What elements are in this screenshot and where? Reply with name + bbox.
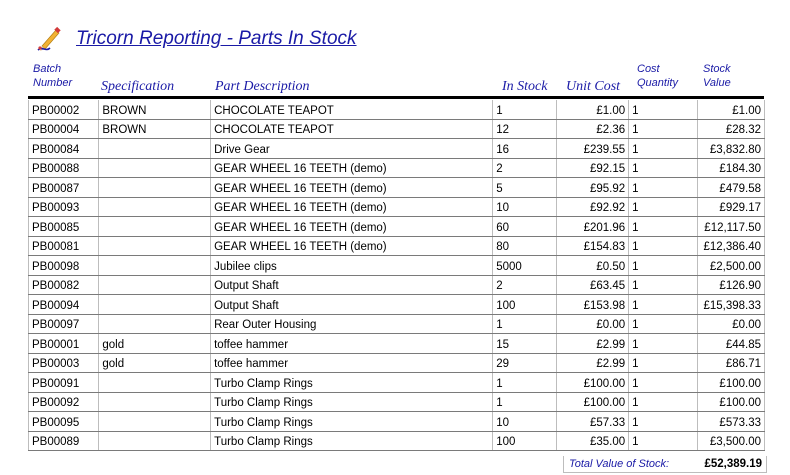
cell-in-stock: 100	[493, 295, 557, 315]
cell-stock-value: £15,398.33	[698, 295, 765, 315]
cell-cost-quantity: 1	[629, 197, 698, 217]
cell-batch-number: PB00001	[29, 334, 99, 354]
cell-stock-value: £929.17	[698, 197, 765, 217]
total-row	[563, 456, 767, 473]
cell-batch-number: PB00097	[29, 314, 99, 334]
cell-stock-value: £12,117.50	[698, 217, 765, 237]
cell-stock-value: £28.32	[698, 119, 765, 139]
cell-stock-value: £86.71	[698, 353, 765, 373]
table-row	[29, 412, 765, 432]
cell-stock-value: £100.00	[698, 373, 765, 393]
cell-unit-cost: £63.45	[557, 275, 629, 295]
cell-part-description: Output Shaft	[211, 275, 493, 295]
cell-in-stock: 100	[493, 431, 557, 451]
cell-batch-number: PB00094	[29, 295, 99, 315]
cell-part-description: Jubilee clips	[211, 256, 493, 276]
cell-in-stock: 5	[493, 178, 557, 198]
table-row	[29, 256, 765, 276]
cell-cost-quantity: 1	[629, 392, 698, 412]
cell-batch-number: PB00084	[29, 139, 99, 159]
cell-cost-quantity: 1	[629, 334, 698, 354]
cell-stock-value: £0.00	[698, 314, 765, 334]
cell-stock-value: £479.58	[698, 178, 765, 198]
cell-cost-quantity: 1	[629, 158, 698, 178]
report-header	[36, 24, 357, 54]
cell-stock-value: £100.00	[698, 392, 765, 412]
cell-specification	[99, 217, 211, 237]
cell-unit-cost: £1.00	[557, 100, 629, 119]
cell-stock-value: £3,500.00	[698, 431, 765, 451]
cell-part-description: toffee hammer	[211, 334, 493, 354]
cell-specification	[99, 295, 211, 315]
cell-unit-cost: £95.92	[557, 178, 629, 198]
cell-batch-number: PB00003	[29, 353, 99, 373]
cell-specification	[99, 178, 211, 198]
cell-in-stock: 29	[493, 353, 557, 373]
cell-specification: BROWN	[99, 100, 211, 119]
cell-cost-quantity: 1	[629, 275, 698, 295]
cell-cost-quantity: 1	[629, 178, 698, 198]
cell-unit-cost: £2.99	[557, 353, 629, 373]
cell-batch-number: PB00004	[29, 119, 99, 139]
cell-stock-value: £184.30	[698, 158, 765, 178]
pencil-logo-icon	[36, 26, 62, 52]
header-batch-number: Batch Number	[33, 63, 73, 89]
cell-batch-number: PB00088	[29, 158, 99, 178]
cell-cost-quantity: 1	[629, 139, 698, 159]
cell-unit-cost: £2.99	[557, 334, 629, 354]
cell-in-stock: 10	[493, 412, 557, 432]
cell-part-description: GEAR WHEEL 16 TEETH (demo)	[211, 178, 493, 198]
table-row	[29, 119, 765, 139]
header-divider	[28, 96, 764, 99]
cell-stock-value: £44.85	[698, 334, 765, 354]
cell-part-description: GEAR WHEEL 16 TEETH (demo)	[211, 158, 493, 178]
cell-unit-cost: £0.00	[557, 314, 629, 334]
header-cost-quantity: Cost Quantity	[637, 63, 678, 89]
cell-unit-cost: £2.36	[557, 119, 629, 139]
cell-cost-quantity: 1	[629, 431, 698, 451]
cell-batch-number: PB00085	[29, 217, 99, 237]
cell-stock-value: £126.90	[698, 275, 765, 295]
cell-batch-number: PB00082	[29, 275, 99, 295]
cell-cost-quantity: 1	[629, 217, 698, 237]
cell-unit-cost: £92.15	[557, 158, 629, 178]
cell-part-description: Turbo Clamp Rings	[211, 392, 493, 412]
cell-part-description: Rear Outer Housing	[211, 314, 493, 334]
cell-specification	[99, 392, 211, 412]
table-row	[29, 392, 765, 412]
cell-stock-value: £2,500.00	[698, 256, 765, 276]
cell-cost-quantity: 1	[629, 353, 698, 373]
table-row	[29, 275, 765, 295]
table-row	[29, 373, 765, 393]
cell-specification	[99, 412, 211, 432]
header-in-stock: In Stock	[502, 79, 548, 94]
cell-stock-value: £3,832.80	[698, 139, 765, 159]
cell-unit-cost: £153.98	[557, 295, 629, 315]
cell-part-description: Turbo Clamp Rings	[211, 373, 493, 393]
cell-in-stock: 80	[493, 236, 557, 256]
cell-batch-number: PB00093	[29, 197, 99, 217]
header-specification: Specification	[101, 79, 175, 94]
table-row	[29, 217, 765, 237]
cell-specification: gold	[99, 334, 211, 354]
cell-specification: BROWN	[99, 119, 211, 139]
cell-cost-quantity: 1	[629, 100, 698, 119]
cell-part-description: CHOCOLATE TEAPOT	[211, 100, 493, 119]
cell-specification	[99, 275, 211, 295]
cell-part-description: GEAR WHEEL 16 TEETH (demo)	[211, 236, 493, 256]
total-label: Total Value of Stock:	[569, 458, 670, 470]
cell-part-description: Drive Gear	[211, 139, 493, 159]
cell-specification: gold	[99, 353, 211, 373]
cell-part-description: GEAR WHEEL 16 TEETH (demo)	[211, 217, 493, 237]
cell-unit-cost: £35.00	[557, 431, 629, 451]
cell-part-description: Turbo Clamp Rings	[211, 412, 493, 432]
cell-batch-number: PB00095	[29, 412, 99, 432]
cell-part-description: GEAR WHEEL 16 TEETH (demo)	[211, 197, 493, 217]
header-part-description: Part Description	[215, 79, 310, 94]
cell-batch-number: PB00002	[29, 100, 99, 119]
table-row	[29, 431, 765, 451]
cell-specification	[99, 314, 211, 334]
cell-batch-number: PB00092	[29, 392, 99, 412]
cell-unit-cost: £100.00	[557, 392, 629, 412]
cell-stock-value: £573.33	[698, 412, 765, 432]
header-unit-cost: Unit Cost	[566, 79, 621, 94]
table-row	[29, 158, 765, 178]
cell-part-description: Turbo Clamp Rings	[211, 431, 493, 451]
cell-batch-number: PB00091	[29, 373, 99, 393]
cell-stock-value: £12,386.40	[698, 236, 765, 256]
cell-part-description: Output Shaft	[211, 295, 493, 315]
cell-specification	[99, 373, 211, 393]
table-row	[29, 197, 765, 217]
cell-in-stock: 1	[493, 392, 557, 412]
cell-unit-cost: £201.96	[557, 217, 629, 237]
cell-in-stock: 60	[493, 217, 557, 237]
cell-cost-quantity: 1	[629, 373, 698, 393]
cell-unit-cost: £239.55	[557, 139, 629, 159]
cell-cost-quantity: 1	[629, 412, 698, 432]
cell-stock-value: £1.00	[698, 100, 765, 119]
cell-in-stock: 1	[493, 100, 557, 119]
cell-specification	[99, 139, 211, 159]
cell-cost-quantity: 1	[629, 119, 698, 139]
table-row	[29, 353, 765, 373]
cell-unit-cost: £92.92	[557, 197, 629, 217]
cell-in-stock: 1	[493, 314, 557, 334]
table-row	[29, 100, 765, 119]
table-row	[29, 236, 765, 256]
cell-batch-number: PB00089	[29, 431, 99, 451]
total-value: £52,389.19	[704, 458, 762, 470]
cell-in-stock: 5000	[493, 256, 557, 276]
parts-table	[28, 100, 765, 451]
cell-in-stock: 16	[493, 139, 557, 159]
table-row	[29, 295, 765, 315]
cell-unit-cost: £0.50	[557, 256, 629, 276]
cell-in-stock: 15	[493, 334, 557, 354]
cell-in-stock: 10	[493, 197, 557, 217]
cell-in-stock: 2	[493, 158, 557, 178]
cell-specification	[99, 197, 211, 217]
cell-in-stock: 1	[493, 373, 557, 393]
cell-in-stock: 2	[493, 275, 557, 295]
cell-cost-quantity: 1	[629, 236, 698, 256]
cell-specification	[99, 158, 211, 178]
table-row	[29, 314, 765, 334]
table-row	[29, 334, 765, 354]
cell-cost-quantity: 1	[629, 295, 698, 315]
table-row	[29, 139, 765, 159]
cell-part-description: toffee hammer	[211, 353, 493, 373]
cell-cost-quantity: 1	[629, 314, 698, 334]
cell-unit-cost: £57.33	[557, 412, 629, 432]
table-row	[29, 178, 765, 198]
cell-batch-number: PB00087	[29, 178, 99, 198]
cell-unit-cost: £100.00	[557, 373, 629, 393]
cell-in-stock: 12	[493, 119, 557, 139]
cell-specification	[99, 256, 211, 276]
report-title: Tricorn Reporting - Parts In Stock	[76, 28, 357, 49]
cell-batch-number: PB00098	[29, 256, 99, 276]
cell-batch-number: PB00081	[29, 236, 99, 256]
cell-specification	[99, 431, 211, 451]
cell-cost-quantity: 1	[629, 256, 698, 276]
cell-specification	[99, 236, 211, 256]
header-stock-value: Stock Value	[703, 63, 731, 89]
cell-unit-cost: £154.83	[557, 236, 629, 256]
cell-part-description: CHOCOLATE TEAPOT	[211, 119, 493, 139]
